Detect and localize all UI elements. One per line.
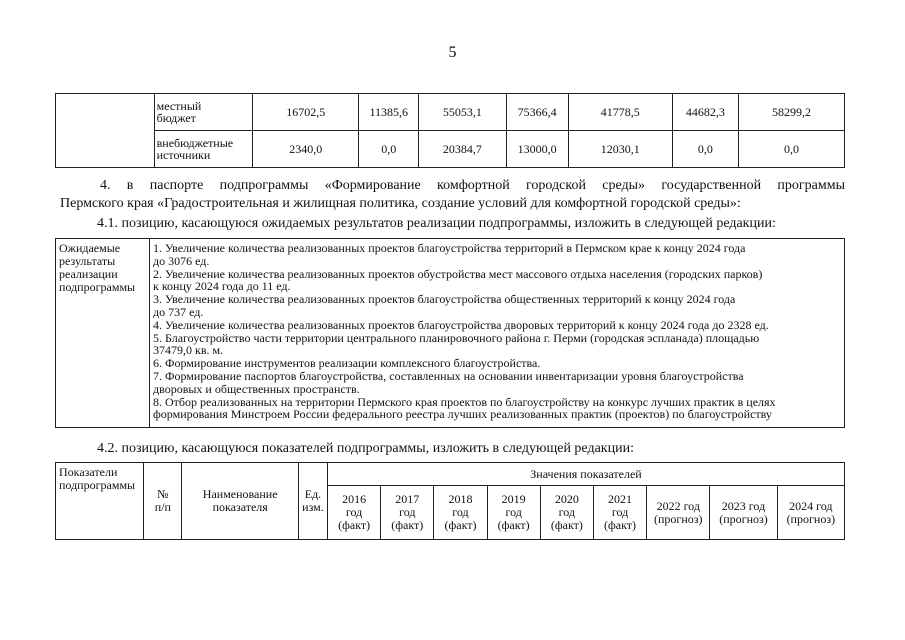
year-header: 2019 год (факт) (487, 486, 540, 540)
results-table (55, 238, 845, 428)
value-cell: 2340,0 (253, 131, 359, 168)
result-line: 4. Увеличение количества реализованных проектов благоустройства дворовых территорий к концу 2024 года до 2328 ед. (153, 317, 769, 332)
number-header: № п/п (144, 463, 182, 540)
result-line: формирования Минстроем России федерального реестра лучших реализованных практик (проектов) по благоустройству (153, 407, 772, 422)
result-line: 3. Увеличение количества реализованных проектов благоустройства общественных территорий к концу 2024 года (153, 292, 736, 307)
value-cell: 16702,5 (253, 94, 359, 131)
year-header: 2020 год (факт) (540, 486, 593, 540)
result-line: 8. Отбор реализованных на территории Пермского края проектов по благоустройству на конкурс лучших практик в целях (153, 394, 776, 409)
year-header: 2018 год (факт) (434, 486, 487, 540)
result-line: к концу 2024 года до 11 ед. (153, 279, 291, 294)
value-cell: 44682,3 (672, 94, 738, 131)
result-line: 7. Формирование паспортов благоустройства, составленных на основании инвентаризации уровня благоустройства (153, 368, 744, 383)
result-line: 2. Увеличение количества реализованных проектов обустройства мест массового отдыха населения (городских парков) (153, 266, 763, 281)
result-line: 1. Увеличение количества реализованных проектов благоустройства территорий в Пермском крае к концу 2024 года (153, 241, 746, 255)
value-cell: 75366,4 (506, 94, 568, 131)
table-row (56, 463, 845, 486)
value-cell: 41778,5 (568, 94, 672, 131)
value-cell: 13000,0 (506, 131, 568, 168)
year-header: 2017 год (факт) (381, 486, 434, 540)
value-cell: 12030,1 (568, 131, 672, 168)
page-number: 5 (448, 44, 457, 61)
table-row (56, 239, 845, 428)
results-content (150, 239, 845, 428)
results-label: Ожидаемые результаты реализации подпрограммы (56, 239, 150, 428)
source-cell: внебюджетные источники (154, 131, 253, 168)
indicators-label: Показатели подпрограммы (56, 463, 144, 540)
paragraph-4-1: 4.1. позицию, касающуюся ожидаемых результатов реализации подпрограммы, изложить в следующей редакции: (97, 216, 776, 231)
year-header: 2021 год (факт) (593, 486, 646, 540)
value-cell: 20384,7 (419, 131, 506, 168)
paragraph-line: Пермского края «Градостроительная и жилищная политика, создание условий для комфортной городской среды»: (60, 196, 741, 211)
table-row (56, 131, 845, 168)
result-line: 6. Формирование инструментов реализации комплексного благоустройства. (153, 356, 541, 371)
budget-table (55, 93, 845, 168)
value-cell: 55053,1 (419, 94, 506, 131)
value-cell: 58299,2 (739, 94, 845, 131)
year-header: 2023 год (прогноз) (710, 486, 777, 540)
name-header: Наименование показателя (182, 463, 298, 540)
value-cell: 0,0 (739, 131, 845, 168)
result-line: 37479,0 кв. м. (153, 343, 224, 358)
result-line: до 737 ед. (153, 304, 204, 319)
indicators-table (55, 462, 845, 540)
source-cell: местный бюджет (154, 94, 253, 131)
values-header: Значения показателей (328, 463, 845, 486)
value-cell: 0,0 (672, 131, 738, 168)
table-row (56, 94, 845, 131)
value-cell: 0,0 (359, 131, 419, 168)
unit-header: Ед. изм. (298, 463, 327, 540)
result-line: до 3076 ед. (153, 253, 210, 268)
empty-cell (56, 94, 155, 168)
year-header: 2022 год (прогноз) (647, 486, 710, 540)
paragraph-4-2: 4.2. позицию, касающуюся показателей подпрограммы, изложить в следующей редакции: (97, 441, 634, 456)
value-cell: 11385,6 (359, 94, 419, 131)
year-header: 2024 год (прогноз) (777, 486, 844, 540)
paragraph-4 (60, 177, 845, 213)
result-line: дворовых и общественных пространств. (153, 381, 360, 396)
paragraph-line: 4. в паспорте подпрограммы «Формирование комфортной городской среды» государственной программы (100, 178, 845, 193)
result-line: 5. Благоустройство части территории центрального планировочного района г. Перми (городская эспланада) площадью (153, 330, 760, 345)
year-header: 2016 год (факт) (328, 486, 381, 540)
